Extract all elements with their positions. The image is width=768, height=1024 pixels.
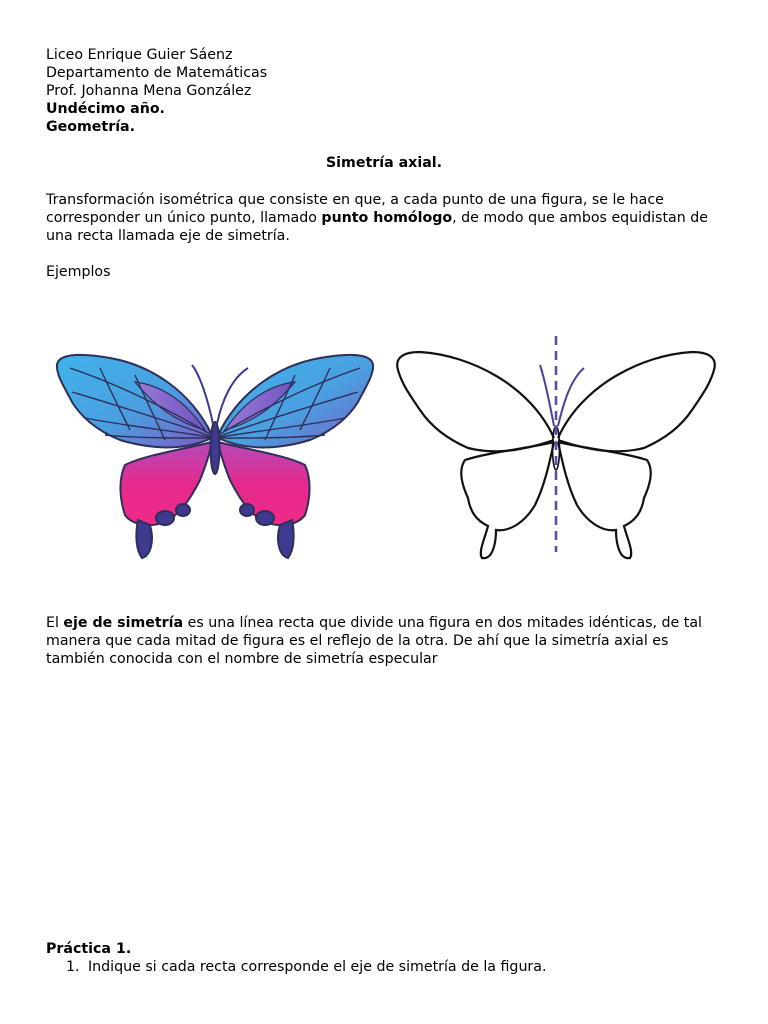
axis-text-2: es una línea recta que divide una figura en dos mitades idénticas, de tal manera que cada mitad de figura es el reflejo de la otra. De ahí que la simetría axial es también conocida con el nombre de simetría especular [46, 615, 702, 667]
subject-label: Geometría. [46, 119, 136, 135]
definition-paragraph [46, 191, 726, 245]
butterfly-figures [0, 330, 768, 570]
teacher-name: Prof. Johanna Mena González [46, 83, 252, 99]
grade-label: Undécimo año. [46, 101, 165, 117]
practice-title: Práctica 1. [46, 941, 132, 957]
department-name: Departamento de Matemáticas [46, 65, 268, 81]
definition-bold-term: punto homólogo [321, 210, 453, 226]
list-item-text: Indique si cada recta corresponde el eje de simetría de la figura. [88, 959, 547, 975]
list-item [46, 958, 546, 976]
definition-text-2: , de modo que ambos equidistan de una recta llamada eje de simetría. [46, 210, 708, 244]
definition-text-1: Transformación isométrica que consiste en que, a cada punto de una figura, se le hace corresponder un único punto, llamado [46, 192, 664, 226]
axis-text-1: El [46, 615, 64, 631]
examples-label: Ejemplos [46, 264, 111, 280]
outline-butterfly-with-axis-icon [397, 336, 715, 558]
colored-butterfly-icon [57, 355, 373, 558]
list-item-number: 1. [66, 959, 80, 975]
school-name: Liceo Enrique Guier Sáenz [46, 47, 233, 63]
axis-bold-term: eje de simetría [63, 615, 184, 631]
axis-paragraph [46, 614, 726, 668]
page-title: Simetría axial. [325, 155, 443, 171]
